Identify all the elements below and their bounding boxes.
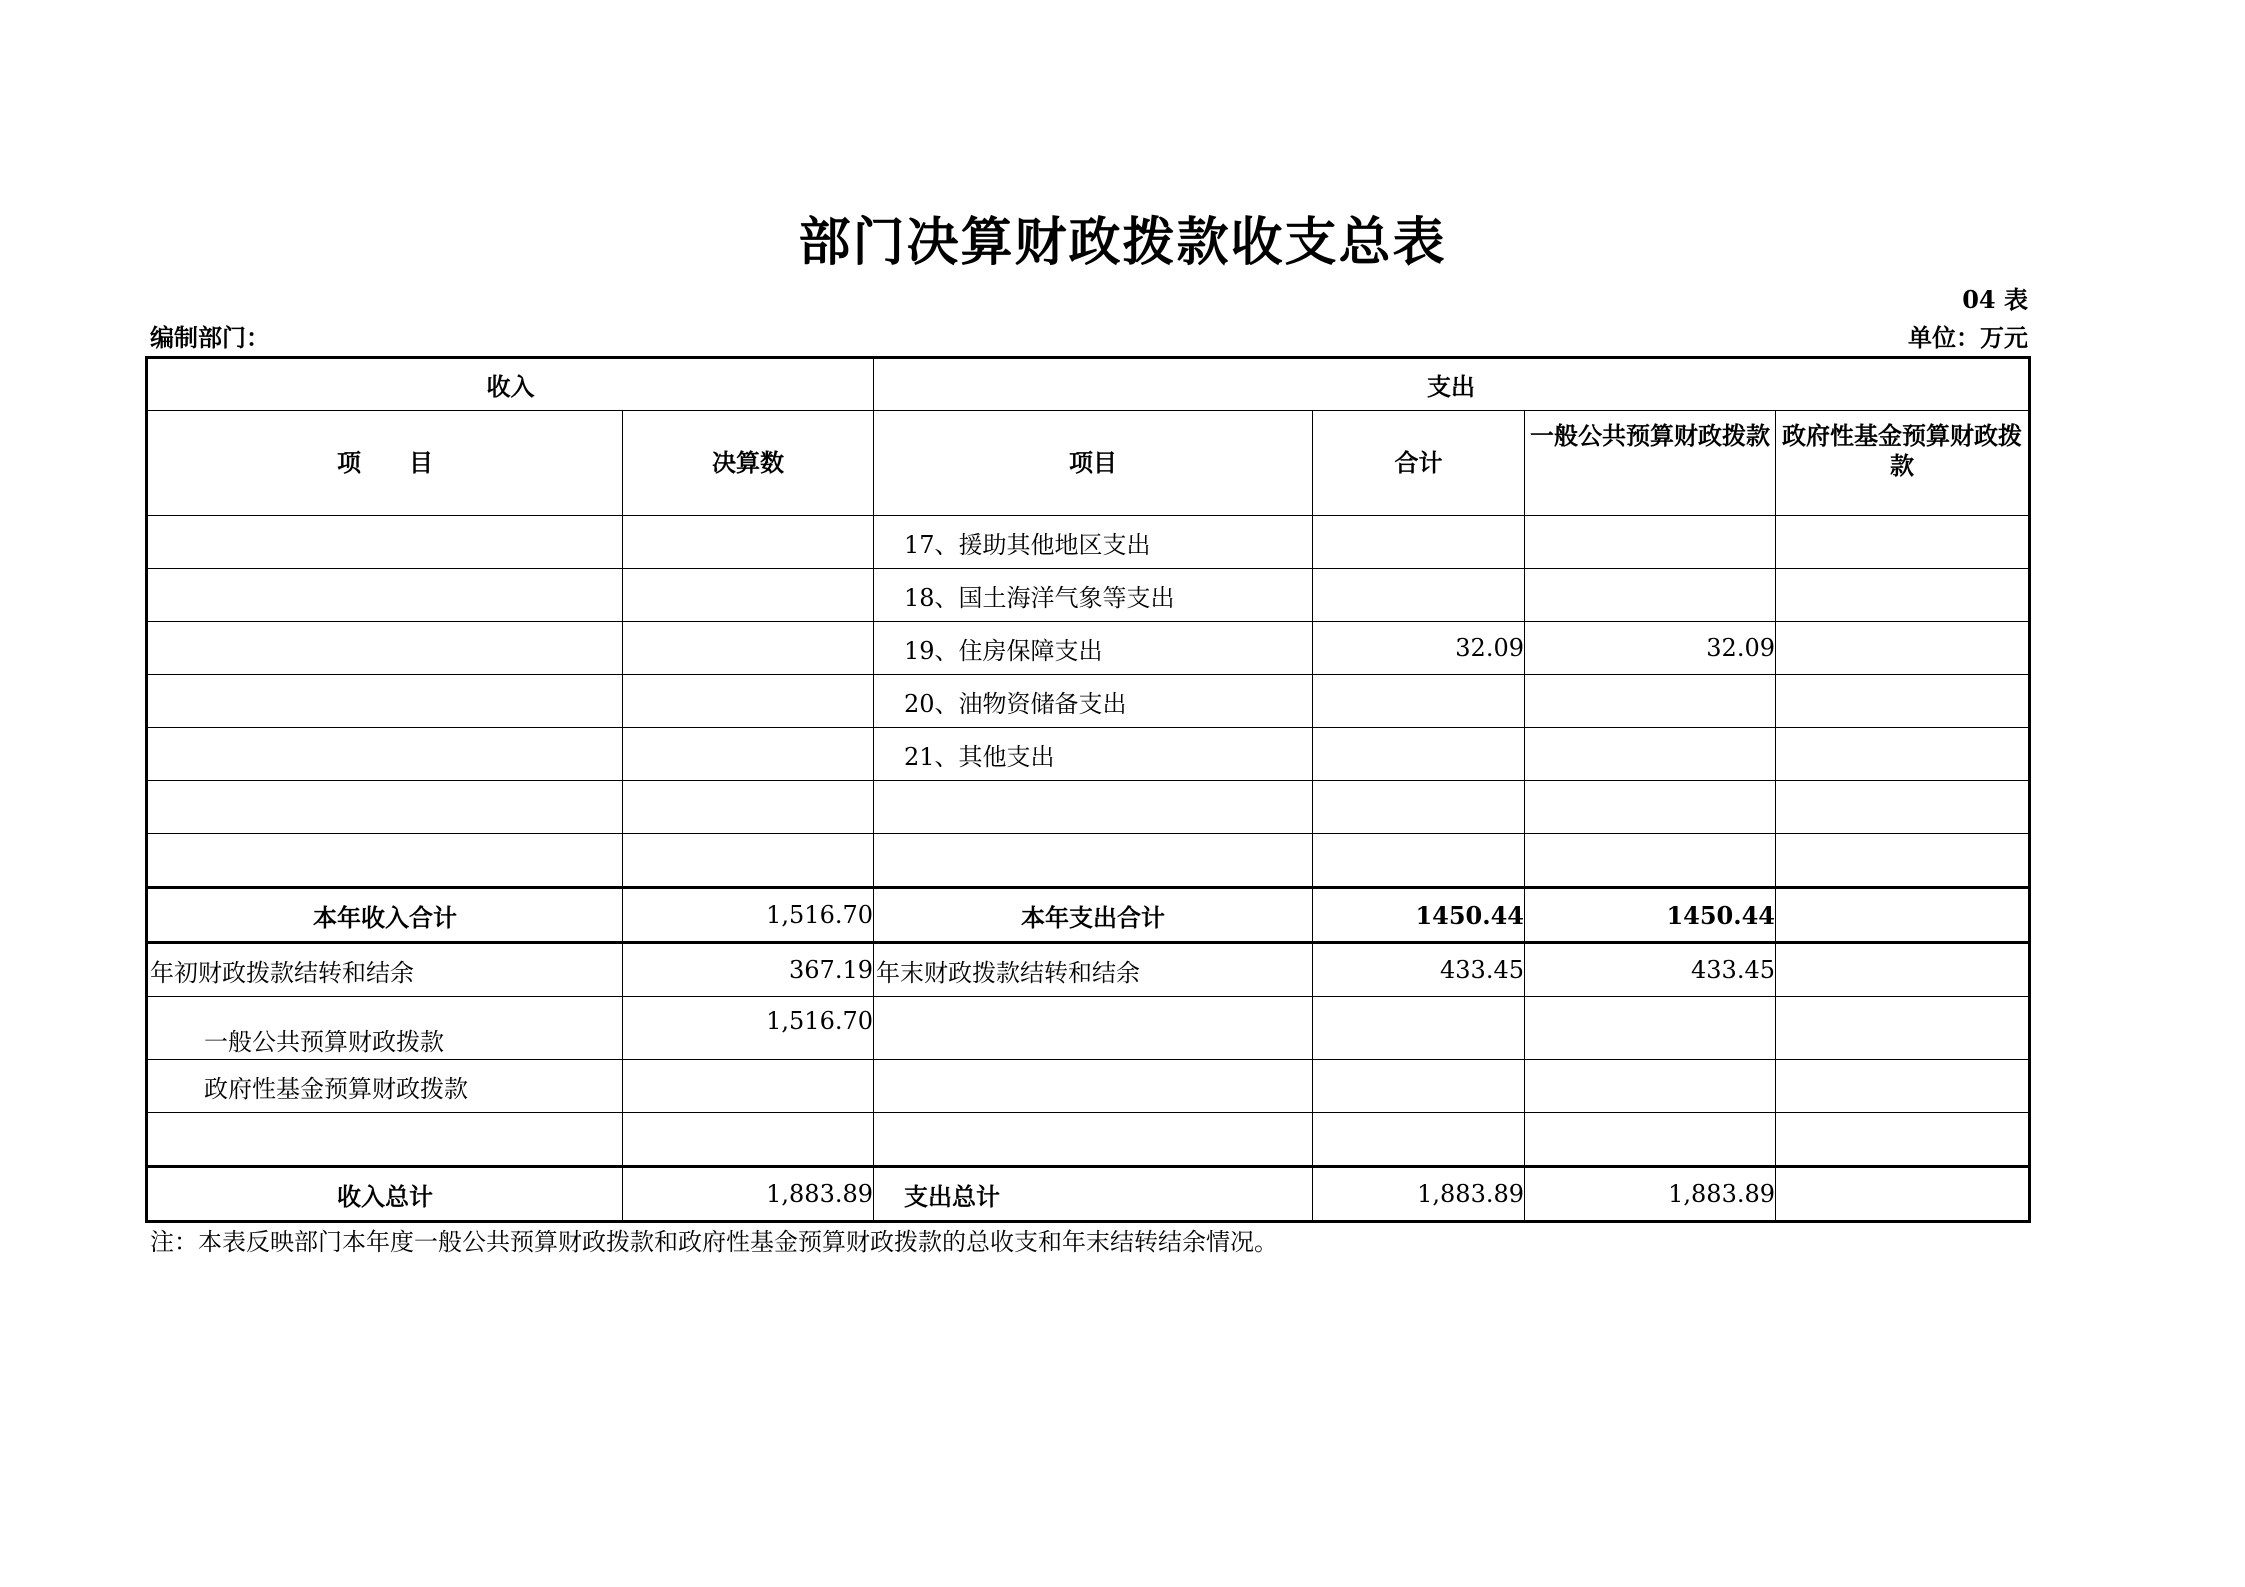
year-income-total-value: 1,516.70: [623, 888, 874, 943]
expense-item-cell: [874, 834, 1313, 888]
table-row: [147, 834, 2030, 888]
expense-total-cell: [1313, 834, 1525, 888]
empty-cell: [1525, 1113, 1776, 1167]
table-row: [147, 781, 2030, 834]
header-expense-general: 一般公共预算财政拨款: [1525, 411, 1776, 516]
expense-general-cell: [1525, 516, 1776, 569]
grand-income-value: 1,883.89: [623, 1167, 874, 1222]
table-row: [147, 622, 2030, 675]
table-row: [147, 728, 2030, 781]
header-expense-total: 合计: [1313, 411, 1525, 516]
header-income: 收入: [147, 358, 874, 411]
grand-income-label: 收入总计: [147, 1167, 623, 1222]
grand-expense-total: 1,883.89: [1313, 1167, 1525, 1222]
income-item-cell: [147, 728, 623, 781]
empty-cell: [874, 997, 1313, 1060]
income-amount-cell: [623, 622, 874, 675]
empty-cell: [1525, 1060, 1776, 1113]
income-item-cell: [147, 834, 623, 888]
expense-general-cell: [1525, 728, 1776, 781]
dept-label: 编制部门：: [150, 323, 270, 352]
expense-item-cell: 17、援助其他地区支出: [874, 516, 1313, 569]
empty-cell: [874, 1113, 1313, 1167]
header-income-item: 项 目: [147, 411, 623, 516]
expense-item-cell: 20、油物资储备支出: [874, 675, 1313, 728]
empty-cell: [623, 1113, 874, 1167]
year-income-total-label: 本年收入合计: [147, 888, 623, 943]
income-item-cell: [147, 781, 623, 834]
income-item-cell: [147, 569, 623, 622]
income-amount-cell: [623, 728, 874, 781]
expense-general-cell: [1525, 781, 1776, 834]
expense-total-cell: [1313, 781, 1525, 834]
carry-expense-fund: [1776, 943, 2030, 997]
income-item-cell: [147, 675, 623, 728]
page-title: 部门决算财政拨款收支总表: [798, 212, 1447, 273]
empty-cell: [1776, 1060, 2030, 1113]
expense-fund-cell: [1776, 622, 2030, 675]
sub-fund-row: [147, 1060, 2030, 1113]
income-amount-cell: [623, 516, 874, 569]
expense-total-cell: [1313, 516, 1525, 569]
grand-expense-label: 支出总计: [874, 1167, 1313, 1222]
carry-expense-general: 433.45: [1525, 943, 1776, 997]
grand-total-row: [147, 1167, 2030, 1222]
carry-row: [147, 943, 2030, 997]
expense-general-cell: [1525, 569, 1776, 622]
sub-fund-value: [623, 1060, 874, 1113]
expense-item-cell: 18、国土海洋气象等支出: [874, 569, 1313, 622]
income-item-cell: [147, 622, 623, 675]
year-total-row: [147, 888, 2030, 943]
expense-item-cell: 21、其他支出: [874, 728, 1313, 781]
empty-cell: [1313, 997, 1525, 1060]
expense-total-cell: [1313, 675, 1525, 728]
blank-row: [147, 1113, 2030, 1167]
empty-cell: [1525, 997, 1776, 1060]
expense-fund-cell: [1776, 675, 2030, 728]
year-expense-fund-value: [1776, 888, 2030, 943]
income-amount-cell: [623, 675, 874, 728]
footnote: 注：本表反映部门本年度一般公共预算财政拨款和政府性基金预算财政拨款的总收支和年末结转结余情况。: [150, 1228, 1278, 1256]
unit-label: 单位：万元: [1908, 323, 2028, 352]
header-income-amount: 决算数: [623, 411, 874, 516]
empty-cell: [1313, 1060, 1525, 1113]
carry-expense-label: 年末财政拨款结转和结余: [874, 943, 1313, 997]
expense-fund-cell: [1776, 728, 2030, 781]
header-expense-fund: 政府性基金预算财政拨款: [1776, 411, 2030, 516]
form-number: 04 表: [1962, 285, 2028, 314]
report-table: [145, 356, 2031, 1223]
expense-total-cell: [1313, 728, 1525, 781]
expense-total-cell: 32.09: [1313, 622, 1525, 675]
year-expense-total-label: 本年支出合计: [874, 888, 1313, 943]
income-amount-cell: [623, 834, 874, 888]
table-row: [147, 569, 2030, 622]
carry-income-value: 367.19: [623, 943, 874, 997]
income-amount-cell: [623, 569, 874, 622]
expense-fund-cell: [1776, 834, 2030, 888]
income-item-cell: [147, 516, 623, 569]
year-expense-total-value: 1450.44: [1313, 888, 1525, 943]
table-row: [147, 675, 2030, 728]
expense-general-cell: [1525, 675, 1776, 728]
carry-income-label: 年初财政拨款结转和结余: [147, 943, 623, 997]
expense-total-cell: [1313, 569, 1525, 622]
empty-cell: [874, 1060, 1313, 1113]
sub-general-row: [147, 997, 2030, 1060]
expense-item-cell: [874, 781, 1313, 834]
table-row: [147, 516, 2030, 569]
expense-fund-cell: [1776, 516, 2030, 569]
header-expense: 支出: [874, 358, 2030, 411]
empty-cell: [147, 1113, 623, 1167]
year-expense-general-value: 1450.44: [1525, 888, 1776, 943]
income-amount-cell: [623, 781, 874, 834]
expense-fund-cell: [1776, 569, 2030, 622]
carry-expense-total: 433.45: [1313, 943, 1525, 997]
sub-general-label: 一般公共预算财政拨款: [147, 997, 623, 1060]
expense-general-cell: 32.09: [1525, 622, 1776, 675]
empty-cell: [1776, 997, 2030, 1060]
expense-item-cell: 19、住房保障支出: [874, 622, 1313, 675]
header-expense-item: 项目: [874, 411, 1313, 516]
sub-general-value: 1,516.70: [623, 997, 874, 1060]
grand-expense-fund: [1776, 1167, 2030, 1222]
grand-expense-general: 1,883.89: [1525, 1167, 1776, 1222]
expense-general-cell: [1525, 834, 1776, 888]
expense-fund-cell: [1776, 781, 2030, 834]
sub-fund-label: 政府性基金预算财政拨款: [147, 1060, 623, 1113]
empty-cell: [1313, 1113, 1525, 1167]
empty-cell: [1776, 1113, 2030, 1167]
